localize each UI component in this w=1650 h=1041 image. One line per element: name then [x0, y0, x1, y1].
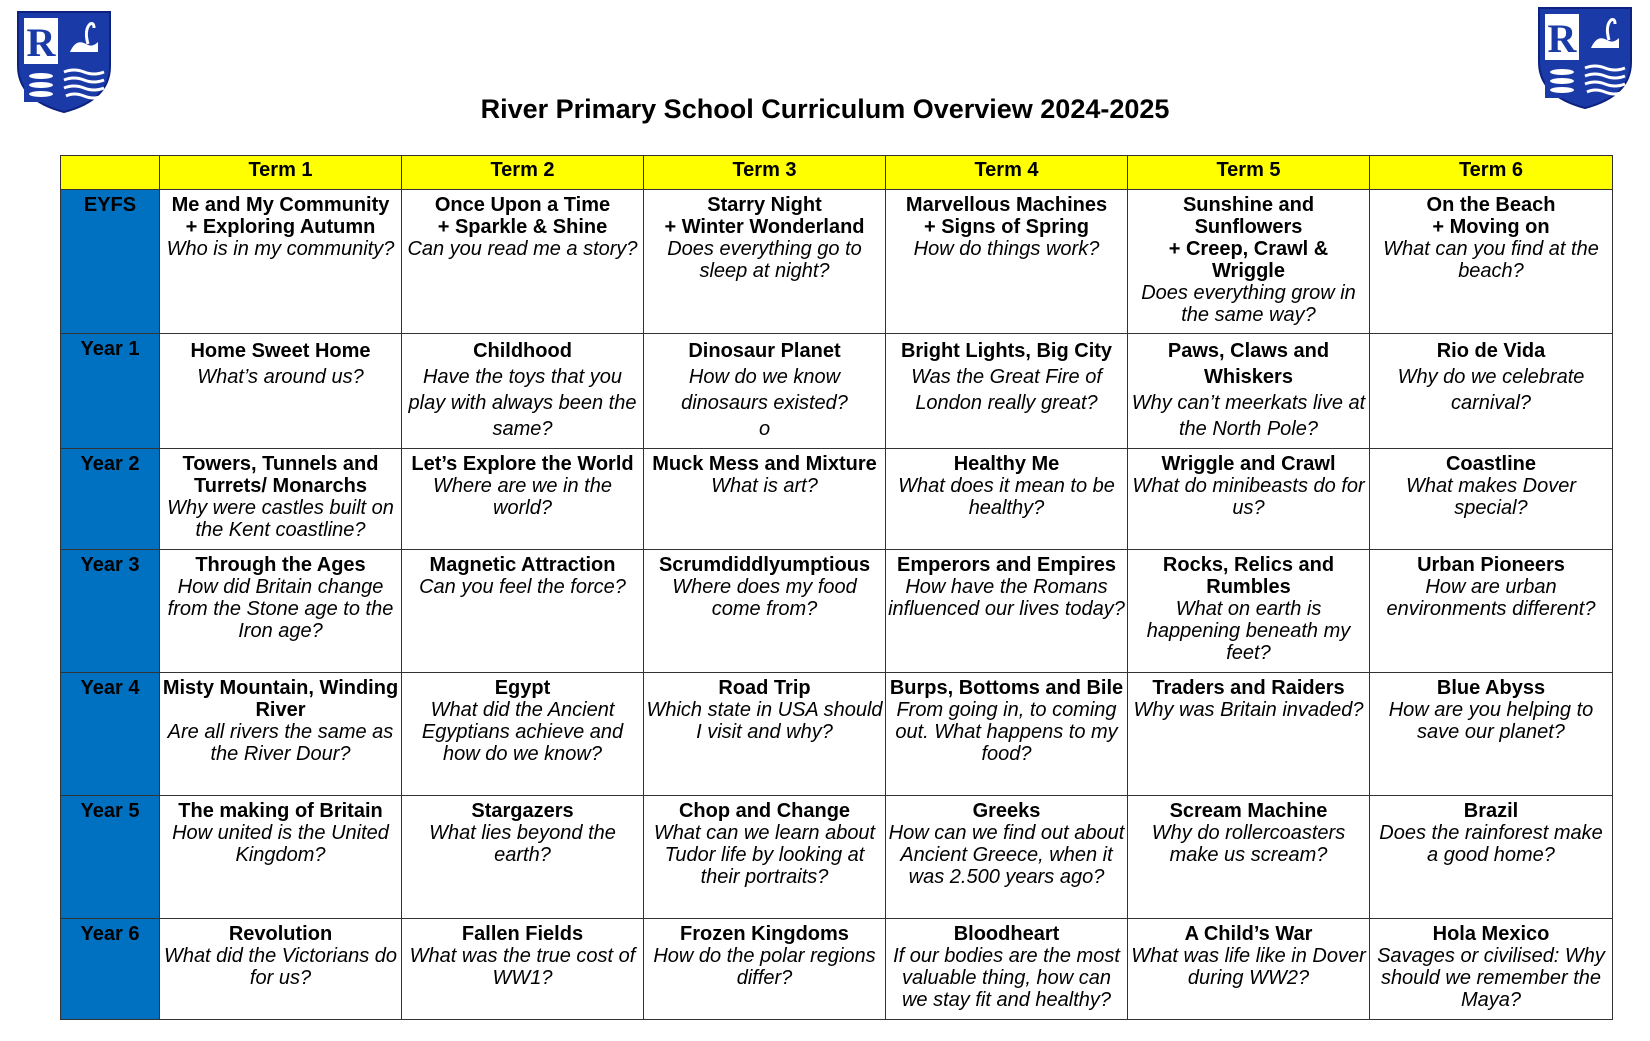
- topic-cell: [402, 334, 644, 449]
- topic-question: Does everything grow in the same way?: [1141, 282, 1356, 326]
- topic-cell: [1370, 449, 1613, 550]
- topic-title: On the Beach + Moving on: [1426, 194, 1556, 238]
- topic-title: Healthy Me: [953, 453, 1060, 475]
- topic-cell: [1370, 919, 1613, 1020]
- topic-question: What lies beyond the earth?: [429, 822, 616, 866]
- topic-question: Savages or civilised: Why should we remember the Maya?: [1377, 945, 1605, 1011]
- term-header: Term 5: [1128, 156, 1370, 190]
- topic-cell: [1128, 449, 1370, 550]
- topic-title: Coastline: [1445, 453, 1537, 475]
- topic-title: Once Upon a Time + Sparkle & Shine: [434, 194, 611, 238]
- topic-cell: [160, 919, 402, 1020]
- topic-title: A Child’s War: [1184, 923, 1313, 945]
- topic-cell: [886, 190, 1128, 334]
- topic-cell: [160, 673, 402, 796]
- topic-question: Have the toys that you play with always been the same?: [408, 366, 637, 440]
- topic-cell: [886, 796, 1128, 919]
- topic-question: What’s around us?: [197, 366, 364, 388]
- topic-question: What can you find at the beach?: [1383, 238, 1599, 282]
- header-corner-cell: [61, 156, 160, 190]
- topic-title: Paws, Claws and Whiskers: [1167, 340, 1330, 388]
- topic-title: Childhood: [473, 340, 572, 362]
- topic-question: How do things work?: [913, 238, 1100, 260]
- topic-title: Revolution: [228, 923, 333, 945]
- topic-cell: [886, 449, 1128, 550]
- topic-question: What did the Victorians do for us?: [163, 945, 398, 989]
- topic-question: How have the Romans influenced our lives today?: [888, 576, 1125, 620]
- topic-cell: [1128, 796, 1370, 919]
- table-row: [61, 190, 1613, 334]
- topic-cell: [1128, 550, 1370, 673]
- topic-cell: [644, 334, 886, 449]
- topic-question: Who is in my community?: [166, 238, 395, 260]
- topic-cell: [886, 334, 1128, 449]
- year-label: EYFS: [61, 190, 160, 334]
- topic-question: What does it mean to be healthy?: [898, 475, 1115, 519]
- topic-question: What can we learn about Tudor life by looking at their portraits?: [653, 822, 876, 888]
- topic-title: Misty Mountain, Winding River: [162, 677, 399, 721]
- topic-title: Bright Lights, Big City: [900, 340, 1113, 362]
- topic-cell: [402, 919, 644, 1020]
- topic-title: Emperors and Empires: [897, 554, 1116, 576]
- topic-cell: [160, 449, 402, 550]
- curriculum-table: [60, 155, 1613, 1020]
- topic-title: Road Trip: [718, 677, 811, 699]
- topic-cell: [644, 550, 886, 673]
- topic-cell: [1370, 796, 1613, 919]
- term-header: Term 4: [886, 156, 1128, 190]
- topic-cell: [644, 190, 886, 334]
- topic-cell: [886, 550, 1128, 673]
- term-header-row: [61, 156, 1613, 190]
- topic-question: What makes Dover special?: [1405, 475, 1577, 519]
- term-header: Term 3: [644, 156, 886, 190]
- topic-title: Towers, Tunnels and Turrets/ Monarchs: [182, 453, 379, 497]
- topic-question: How do the polar regions differ?: [653, 945, 876, 989]
- table-row: [61, 673, 1613, 796]
- topic-question: How are you helping to save our planet?: [1388, 699, 1594, 743]
- topic-question: Can you read me a story?: [407, 238, 638, 260]
- topic-title: Rio de Vida: [1436, 340, 1546, 362]
- topic-cell: [160, 796, 402, 919]
- term-header: Term 2: [402, 156, 644, 190]
- table-row: [61, 796, 1613, 919]
- topic-question: What was the true cost of WW1?: [409, 945, 636, 989]
- topic-cell: [644, 673, 886, 796]
- year-label: Year 6: [61, 919, 160, 1020]
- topic-title: Bloodheart: [953, 923, 1060, 945]
- topic-question: How are urban environments different?: [1386, 576, 1596, 620]
- topic-title: Burps, Bottoms and Bile: [889, 677, 1124, 699]
- topic-question: What do minibeasts do for us?: [1132, 475, 1365, 519]
- topic-question: What on earth is happening beneath my feet?: [1146, 598, 1351, 664]
- topic-cell: [402, 673, 644, 796]
- topic-title: Muck Mess and Mixture: [652, 453, 877, 475]
- topic-question: Does the rainforest make a good home?: [1379, 822, 1603, 866]
- topic-question: Why can’t meerkats live at the North Pole?: [1131, 392, 1366, 440]
- topic-question: What did the Ancient Egyptians achieve and how do we know?: [421, 699, 624, 765]
- topic-cell: [1370, 334, 1613, 449]
- topic-cell: [1128, 334, 1370, 449]
- page-title: River Primary School Curriculum Overview 2024-2025: [480, 94, 1170, 124]
- topic-question: Can you feel the force?: [419, 576, 626, 598]
- topic-cell: [644, 919, 886, 1020]
- topic-cell: [886, 919, 1128, 1020]
- topic-title: Blue Abyss: [1436, 677, 1546, 699]
- topic-cell: [402, 550, 644, 673]
- topic-cell: [1370, 190, 1613, 334]
- topic-question: Why do rollercoasters make us scream?: [1151, 822, 1346, 866]
- topic-question: Why were castles built on the Kent coastline?: [167, 497, 394, 541]
- topic-title: Egypt: [494, 677, 551, 699]
- topic-title: Hola Mexico: [1432, 923, 1550, 945]
- topic-title: Chop and Change: [678, 800, 851, 822]
- topic-title: Magnetic Attraction: [429, 554, 616, 576]
- topic-title: Me and My Community + Exploring Autumn: [171, 194, 390, 238]
- topic-question: How united is the United Kingdom?: [172, 822, 389, 866]
- svg-text:R: R: [1547, 16, 1577, 61]
- topic-cell: [160, 190, 402, 334]
- topic-cell: [402, 449, 644, 550]
- topic-question: How can we find out about Ancient Greece, when it was 2.500 years ago?: [888, 822, 1125, 888]
- table-row: [61, 550, 1613, 673]
- year-label: Year 4: [61, 673, 160, 796]
- topic-cell: [644, 796, 886, 919]
- table-row: [61, 919, 1613, 1020]
- topic-title: Traders and Raiders: [1152, 677, 1345, 699]
- topic-question: How did Britain change from the Stone age to the Iron age?: [167, 576, 394, 642]
- table-row: [61, 449, 1613, 550]
- topic-title: Through the Ages: [195, 554, 366, 576]
- topic-title: Sunshine and Sunflowers + Creep, Crawl & Wriggle: [1168, 194, 1329, 282]
- svg-text:R: R: [26, 20, 56, 65]
- topic-cell: [886, 673, 1128, 796]
- topic-question: Why was Britain invaded?: [1133, 699, 1364, 721]
- topic-title: Fallen Fields: [461, 923, 584, 945]
- topic-question: Where are we in the world?: [433, 475, 612, 519]
- topic-question: What was life like in Dover during WW2?: [1131, 945, 1366, 989]
- topic-question: From going in, to coming out. What happens to my food?: [895, 699, 1118, 765]
- topic-title: Scrumdiddlyumptious: [658, 554, 871, 576]
- topic-title: Starry Night + Winter Wonderland: [664, 194, 865, 238]
- topic-title: Rocks, Relics and Rumbles: [1162, 554, 1335, 598]
- topic-title: Stargazers: [471, 800, 574, 822]
- topic-cell: [1370, 673, 1613, 796]
- topic-cell: [160, 334, 402, 449]
- year-label: Year 3: [61, 550, 160, 673]
- topic-question: Does everything go to sleep at night?: [667, 238, 862, 282]
- topic-title: Brazil: [1463, 800, 1519, 822]
- topic-cell: [1370, 550, 1613, 673]
- topic-title: Urban Pioneers: [1417, 554, 1565, 576]
- topic-title: The making of Britain: [178, 800, 383, 822]
- topic-title: Frozen Kingdoms: [680, 923, 849, 945]
- table-row: [61, 334, 1613, 449]
- topic-title: Greeks: [972, 800, 1041, 822]
- year-label: Year 5: [61, 796, 160, 919]
- topic-cell: [1128, 190, 1370, 334]
- topic-cell: [1128, 673, 1370, 796]
- topic-title: Home Sweet Home: [190, 340, 371, 362]
- topic-title: Let’s Explore the World: [411, 453, 634, 475]
- topic-question: Where does my food come from?: [672, 576, 857, 620]
- topic-cell: [402, 190, 644, 334]
- topic-question: Are all rivers the same as the River Dour?: [167, 721, 394, 765]
- topic-cell: [160, 550, 402, 673]
- topic-question: What is art?: [711, 475, 818, 497]
- topic-title: Wriggle and Crawl: [1161, 453, 1336, 475]
- topic-cell: [1128, 919, 1370, 1020]
- topic-title: Scream Machine: [1169, 800, 1328, 822]
- year-label: Year 2: [61, 449, 160, 550]
- topic-cell: [644, 449, 886, 550]
- topic-cell: [402, 796, 644, 919]
- topic-question: If our bodies are the most valuable thing, how can we stay fit and healthy?: [893, 945, 1120, 1011]
- term-header: Term 6: [1370, 156, 1613, 190]
- topic-question: How do we know dinosaurs existed? o: [681, 366, 848, 440]
- topic-question: Was the Great Fire of London really great?: [911, 366, 1102, 414]
- year-label: Year 1: [61, 334, 160, 449]
- topic-question: Why do we celebrate carnival?: [1397, 366, 1585, 414]
- topic-title: Dinosaur Planet: [688, 340, 841, 362]
- topic-title: Marvellous Machines + Signs of Spring: [905, 194, 1108, 238]
- term-header: Term 1: [160, 156, 402, 190]
- topic-question: Which state in USA should I visit and why?: [646, 699, 883, 743]
